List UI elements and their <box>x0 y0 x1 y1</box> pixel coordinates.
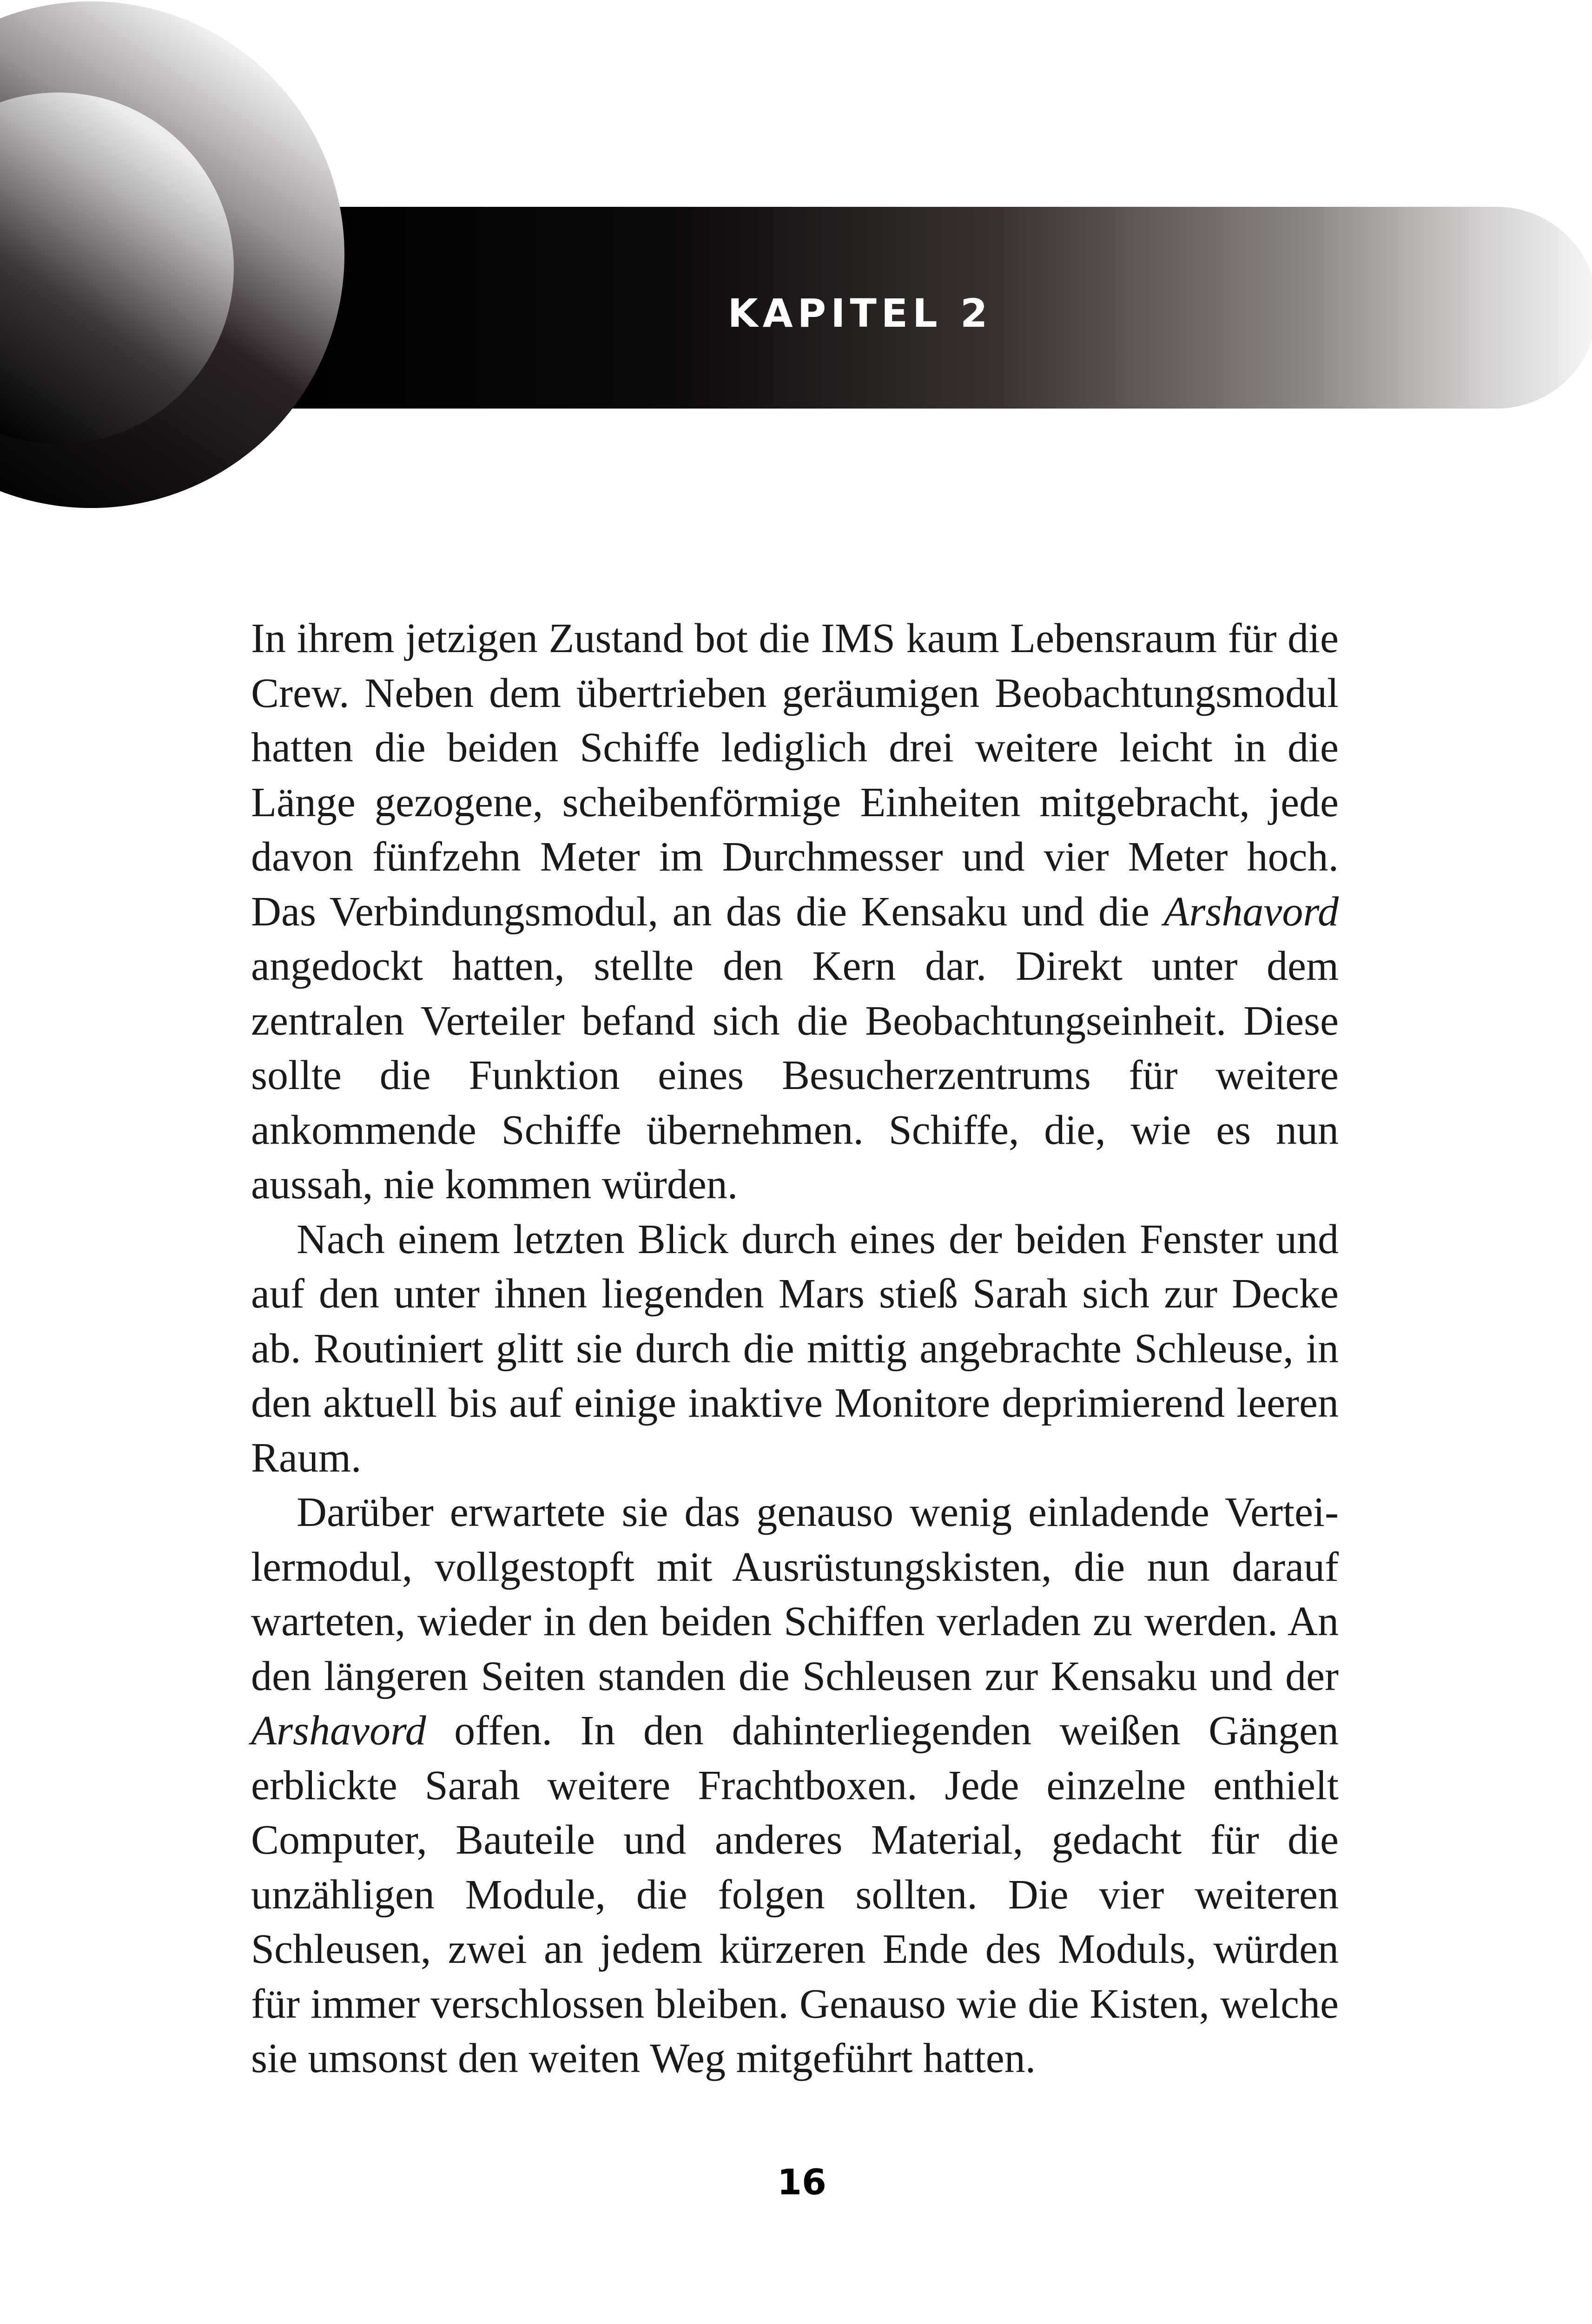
ship-name-italic: Arshavord <box>1163 888 1339 935</box>
paragraph <box>251 1485 1339 2086</box>
chapter-title: KAPITEL 2 <box>727 290 992 336</box>
paragraph <box>251 1212 1339 1486</box>
chapter-header-graphic <box>0 0 1592 511</box>
ship-name-italic: Arshavord <box>251 1708 426 1754</box>
text-segment: angedockt hatten, stellte den Kern dar. Direkt unter dem zentralen Verteiler befand sich die Beobachtungseinheit. Diese sollte die Funktion eines Besucherzentrums für weitere ankommende Schiffe übernehmen. Schiffe, die, wie es nun aussah, nie kommen würden. <box>251 943 1339 1208</box>
text-segment: Nach einem letzten Blick durch eines der beiden Fenster und auf den unter ihnen liegenden Mars stieß Sarah sich zur Decke ab. Routiniert glitt sie durch die mittig angebrachte Schleuse, in den aktuell bis auf einige inaktive Monitore deprimierend leeren Raum. <box>251 1216 1339 1481</box>
body-text <box>251 611 1339 2086</box>
text-segment: In ihrem jetzigen Zustand bot die IMS kaum Lebensraum für die Crew. Neben dem übertrieben geräumigen Beobachtungsmodul hatten die beiden Schiffe lediglich drei weitere leicht in die Länge gezogene, scheibenförmige Einheiten mitgebracht, jede davon fünfzehn Meter im Durchmesser und vier Meter hoch. Das Verbindungsmodul, an das die Kensaku und die <box>251 615 1339 935</box>
text-segment: Darüber erwartete sie das genauso wenig einladende Verteilermodul, vollgestopft mit Ausrüstungskisten, die nun darauf warteten, wieder in den beiden Schiffen verladen zu werden. An den längeren Seiten standen die Schleusen zur Kensaku und der <box>251 1489 1339 1699</box>
page-number: 16 <box>777 2161 826 2203</box>
paragraph <box>251 611 1339 1212</box>
text-segment: offen. In den dahinterliegenden weißen Gängen erblickte Sarah weitere Frachtboxen. Jede einzelne enthielt Computer, Bauteile und anderes Material, gedacht für die unzähligen Module, die folgen sollten. Die vier weiteren Schleusen, zwei an jedem kürzeren Ende des Moduls, würden für immer verschlossen bleiben. Genauso wie die Kisten, welche sie umsonst den weiten Weg mitgeführt hatten. <box>251 1708 1339 2081</box>
